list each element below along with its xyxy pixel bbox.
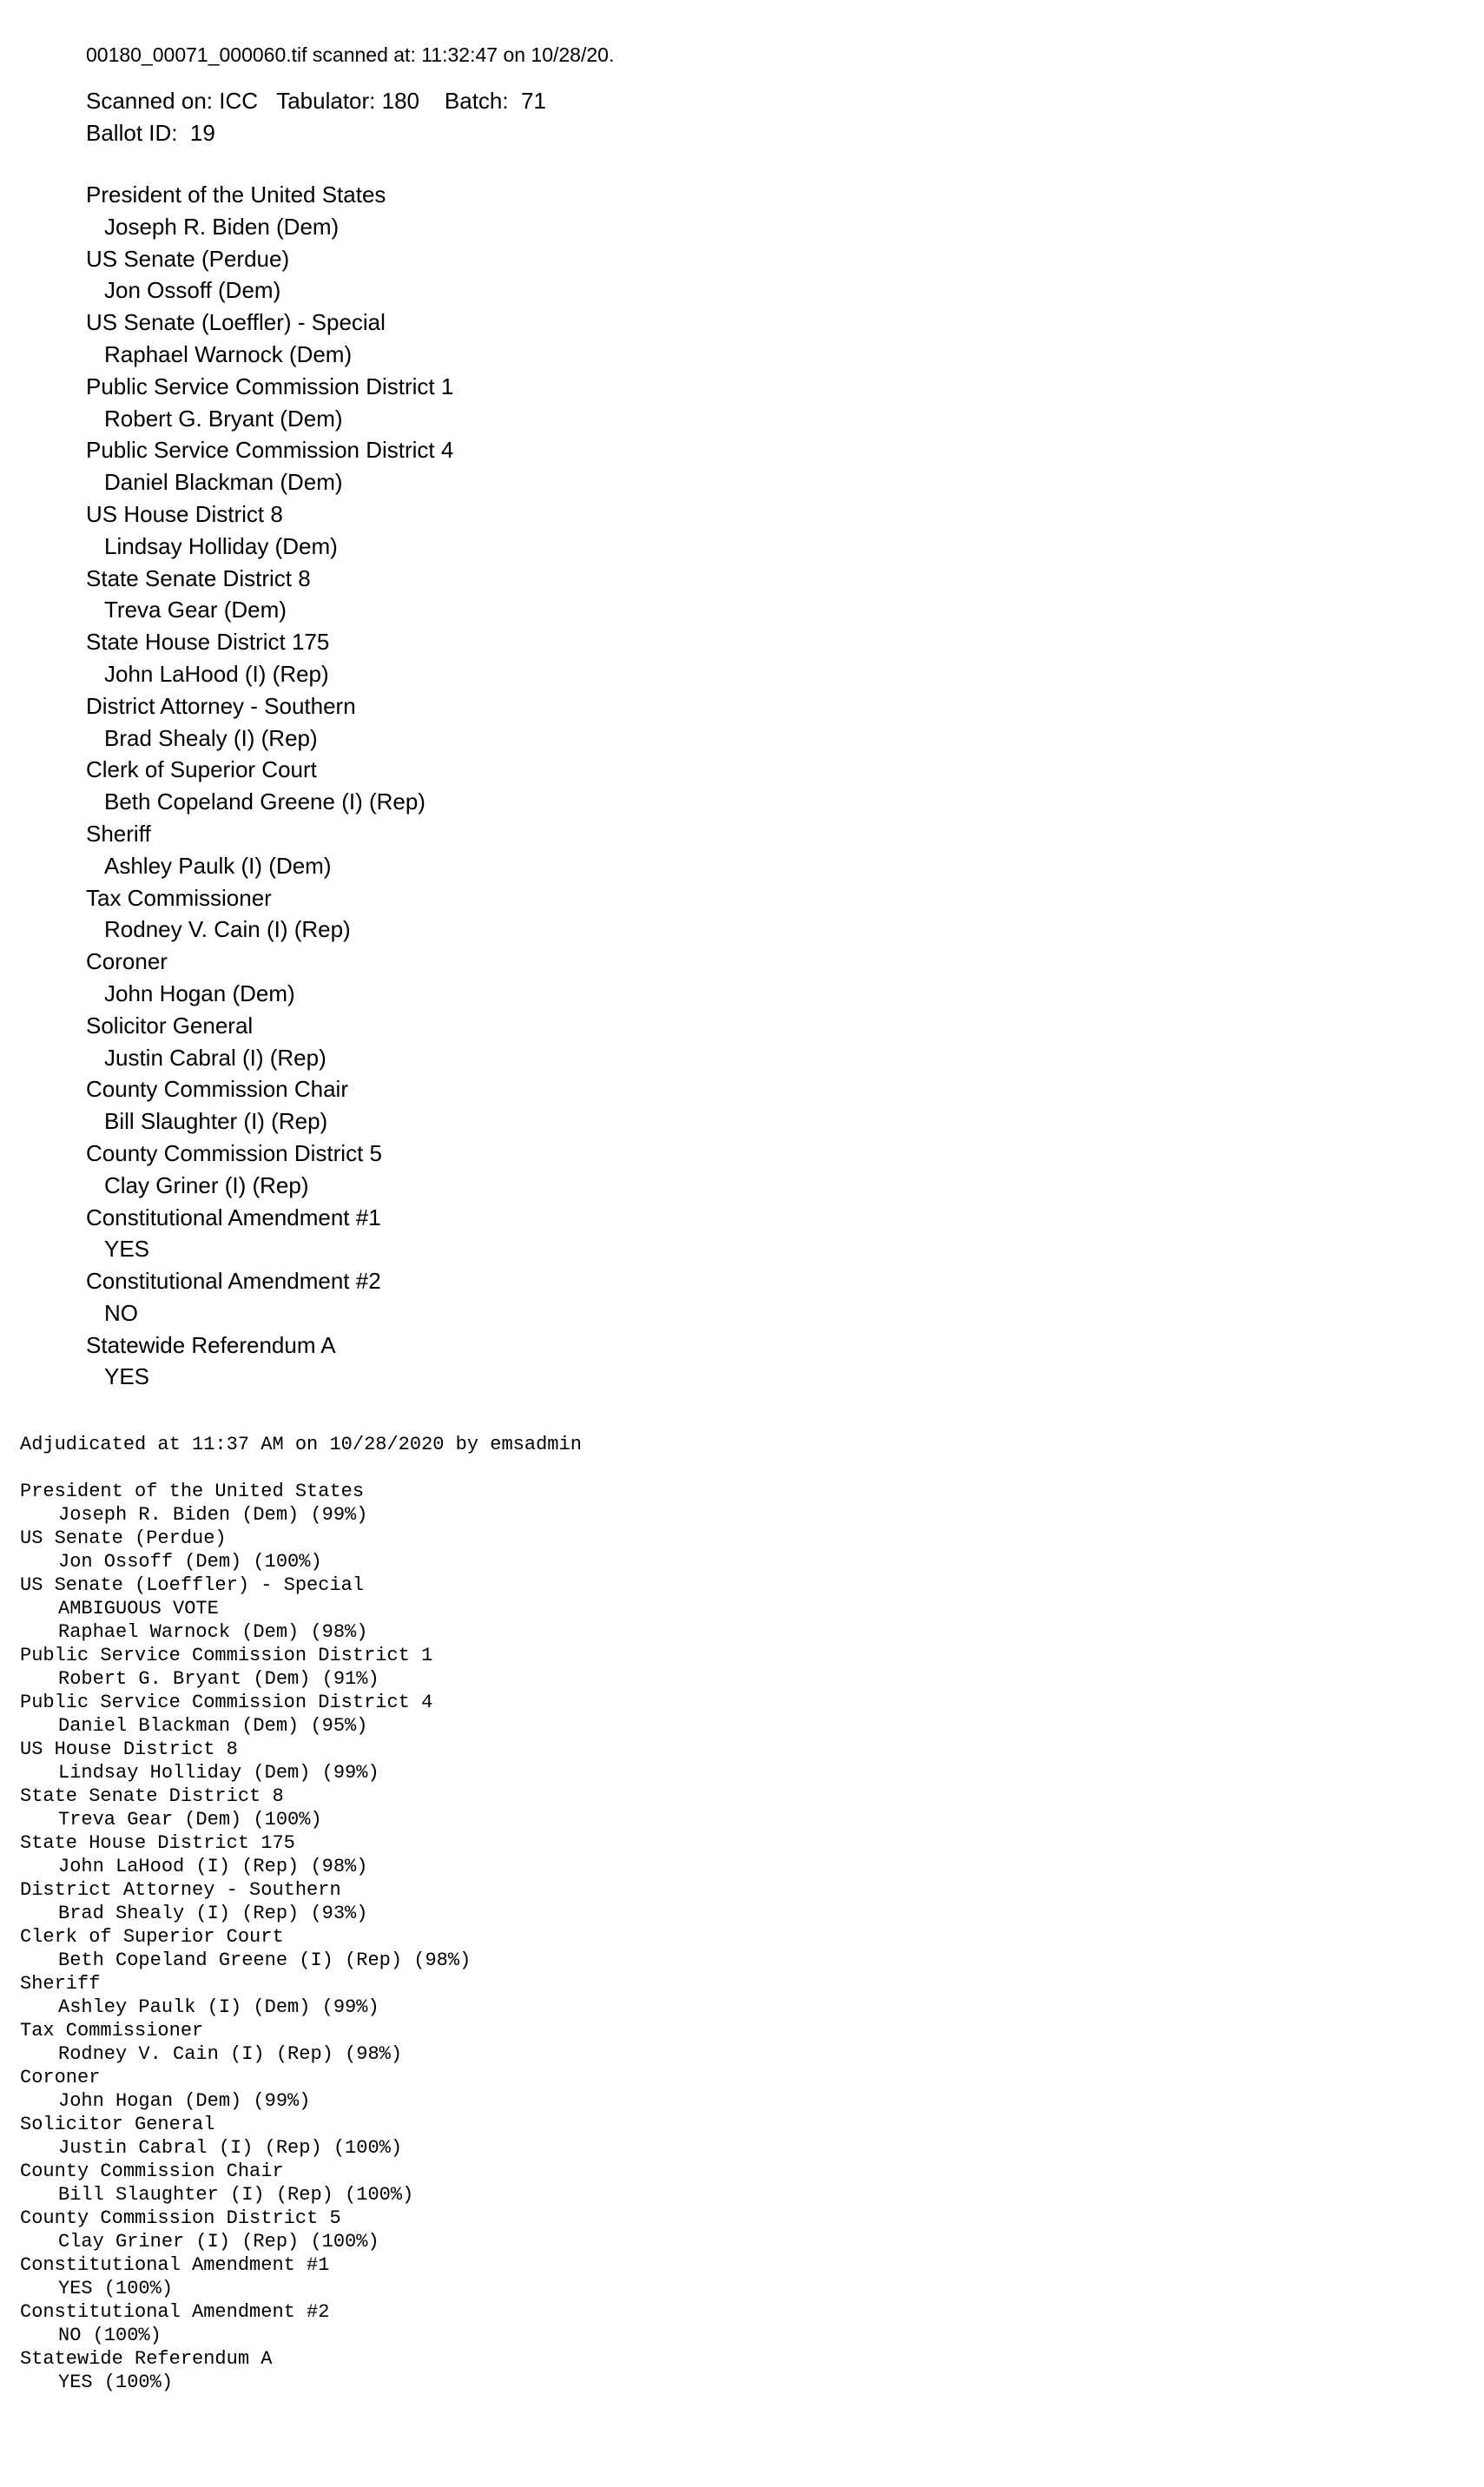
adjudication-choice: Rodney V. Cain (I) (Rep) (98%) [58,2043,403,2065]
scan-race-title: Tax Commissioner [86,884,272,911]
adjudication-race-title: Constitutional Amendment #2 [20,2301,330,2323]
adjudication-race-title: State Senate District 8 [20,1785,284,1807]
scan-race-choice: Raphael Warnock (Dem) [104,340,353,367]
scan-race-choice: John LaHood (I) (Rep) [104,660,329,687]
adjudication-choice: Robert G. Bryant (Dem) (91%) [58,1668,379,1690]
adjudication-race-title: State House District 175 [20,1832,295,1854]
scan-summary [86,40,1388,1393]
scan-race-title: County Commission District 5 [86,1139,382,1166]
scan-race-choice: Robert G. Bryant (Dem) [104,405,343,432]
adjudication-choice: John Hogan (Dem) (99%) [58,2090,311,2112]
scan-race-choice: Rodney V. Cain (I) (Rep) [104,916,351,943]
scan-race-title: US House District 8 [86,500,283,527]
scan-race-choice: NO [104,1299,138,1326]
scan-race-choice: Joseph R. Biden (Dem) [104,213,340,240]
adjudication-race-title: Statewide Referendum A [20,2348,273,2370]
scan-header: 00180_00071_000060.tif scanned at: 11:32:47 on 10/28/20. [86,43,615,66]
scan-race-title: District Attorney - Southern [86,692,356,719]
adjudication-race-title: US House District 8 [20,1738,238,1760]
scan-race-choice: Treva Gear (Dem) [104,597,287,623]
adjudication-race-title: Clerk of Superior Court [20,1926,284,1948]
scan-race-choice: YES [104,1363,150,1390]
scan-race-title: State House District 175 [86,629,330,656]
scan-race-choice: John Hogan (Dem) [104,980,295,1006]
adjudication-choice: Ashley Paulk (I) (Dem) (99%) [58,1996,379,2018]
adjudication-header: Adjudicated at 11:37 AM on 10/28/2020 by emsadmin [20,1434,582,1455]
adjudication-race-title: District Attorney - Southern [20,1879,341,1901]
adjudication-choice: YES (100%) [58,2278,174,2299]
scan-race-title: State Senate District 8 [86,564,311,591]
scan-race-title: President of the United States [86,181,386,208]
adjudication-race-title: Constitutional Amendment #1 [20,2254,330,2276]
adjudication-choice: Clay Griner (I) (Rep) (100%) [58,2231,379,2253]
scan-race-title: US Senate (Perdue) [86,245,290,272]
scan-race-list [86,179,1388,1393]
adjudication-race-title: County Commission Chair [20,2160,284,2182]
scan-meta-ballot-id: Ballot ID: 19 [86,120,215,146]
scan-race-choice: Lindsay Holliday (Dem) [104,532,338,559]
adjudication-choice: Daniel Blackman (Dem) (95%) [58,1715,368,1737]
adjudication-race-title: Public Service Commission District 4 [20,1692,433,1713]
adjudication-choice: Joseph R. Biden (Dem) (99%) [58,1504,368,1526]
adjudication-choice: Raphael Warnock (Dem) (98%) [58,1621,368,1643]
scan-meta [86,85,1388,149]
scan-race-title: Coroner [86,948,168,975]
scan-race-title: Sheriff [86,820,151,847]
adjudication-race-title: Tax Commissioner [20,2020,204,2042]
adjudication-race-title: Solicitor General [20,2114,215,2135]
scan-race-choice: Daniel Blackman (Dem) [104,469,343,496]
adjudication-race-title: Coroner [20,2067,101,2088]
adjudication-choice: Jon Ossoff (Dem) (100%) [58,1551,322,1573]
adjudication-choice: John LaHood (I) (Rep) (98%) [58,1856,368,1877]
adjudication-choice: Lindsay Holliday (Dem) (99%) [58,1762,379,1784]
scan-race-title: Constitutional Amendment #1 [86,1204,381,1230]
scan-meta-tabulator: Scanned on: ICC Tabulator: 180 Batch: 71 [86,88,546,114]
adjudication-race-title: President of the United States [20,1481,365,1502]
scan-race-choice: Bill Slaughter (I) (Rep) [104,1108,328,1135]
adjudication-race-title: US Senate (Loeffler) - Special [20,1574,365,1596]
adjudication-choice: Beth Copeland Greene (I) (Rep) (98%) [58,1949,472,1971]
scan-race-title: Constitutional Amendment #2 [86,1268,381,1295]
adjudication-choice: Brad Shealy (I) (Rep) (93%) [58,1903,368,1924]
scan-race-choice: Beth Copeland Greene (I) (Rep) [104,788,425,815]
scan-race-choice: Brad Shealy (I) (Rep) [104,724,318,751]
adjudication-choice: Treva Gear (Dem) (100%) [58,1809,322,1831]
adjudication-choice: YES (100%) [58,2372,174,2393]
scan-race-title: Statewide Referendum A [86,1331,336,1358]
scan-race-title: Clerk of Superior Court [86,756,317,783]
adjudication-choice: Bill Slaughter (I) (Rep) (100%) [58,2184,414,2206]
scan-race-title: Public Service Commission District 4 [86,437,454,464]
adjudication-choice: Justin Cabral (I) (Rep) (100%) [58,2137,403,2159]
scan-race-choice: YES [104,1236,150,1263]
scan-race-choice: Jon Ossoff (Dem) [104,277,281,304]
scan-race-title: County Commission Chair [86,1076,348,1103]
scan-race-choice: Justin Cabral (I) (Rep) [104,1044,326,1071]
adjudication-race-title: Public Service Commission District 1 [20,1645,433,1666]
adjudication-race-title: County Commission District 5 [20,2207,341,2229]
adjudication-race-list [20,1480,1409,2394]
adjudication-summary [20,1433,1409,2394]
scan-race-title: US Senate (Loeffler) - Special [86,309,386,336]
scan-race-choice: Ashley Paulk (I) (Dem) [104,852,332,879]
scan-race-choice: Clay Griner (I) (Rep) [104,1171,309,1198]
adjudication-choice: NO (100%) [58,2325,162,2346]
scan-race-title: Public Service Commission District 1 [86,373,454,399]
adjudication-race-title: US Senate (Perdue) [20,1527,227,1549]
adjudication-race-title: Sheriff [20,1973,101,1995]
adjudication-choice: AMBIGUOUS VOTE [58,1598,219,1620]
scan-race-title: Solicitor General [86,1012,254,1039]
